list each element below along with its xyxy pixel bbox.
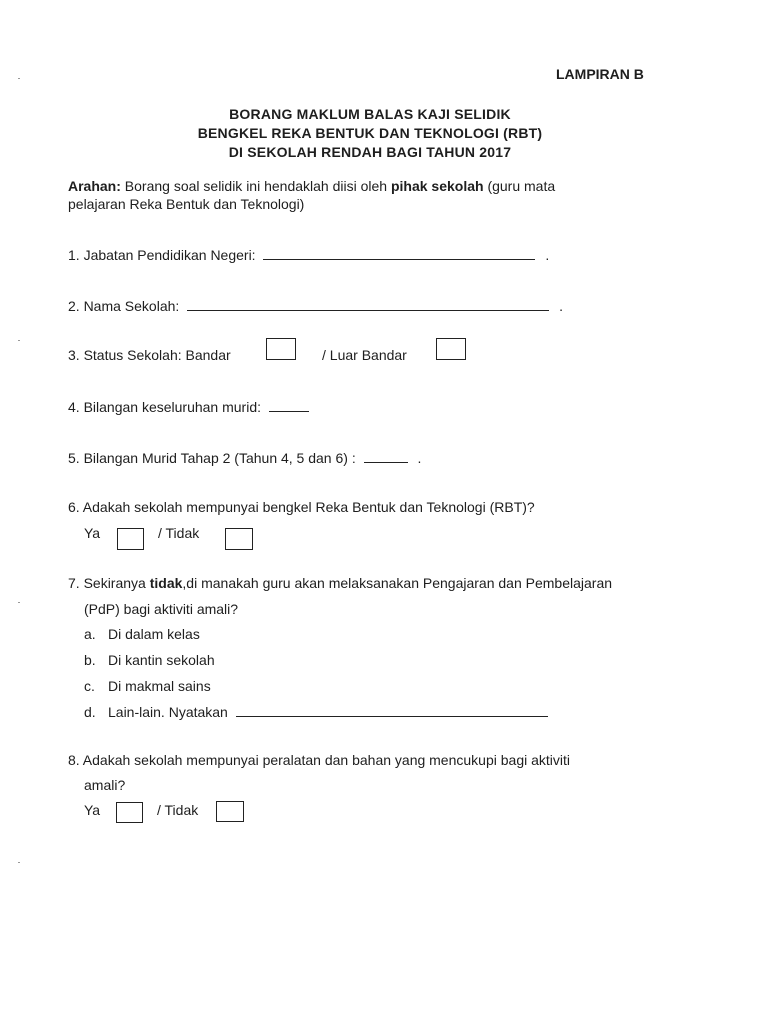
question-6-yes-label: Ya: [84, 525, 101, 541]
form-title-line-2: BENGKEL REKA BENTUK DAN TEKNOLOGI (RBT): [197, 125, 543, 141]
school-name-field[interactable]: [187, 309, 549, 311]
question-8-yes-label: Ya: [84, 802, 101, 818]
rural-checkbox[interactable]: [436, 338, 466, 360]
workshop-yes-checkbox[interactable]: [117, 528, 144, 550]
attachment-label: LAMPIRAN B: [556, 66, 644, 82]
question-5: [68, 450, 421, 466]
question-1-label: 1. Jabatan Pendidikan Negeri:: [68, 247, 256, 263]
instruction-line-2: pelajaran Reka Bentuk dan Teknologi): [68, 196, 305, 212]
option-a[interactable]: [84, 626, 200, 642]
total-students-field[interactable]: [269, 410, 309, 412]
option-d[interactable]: [84, 704, 548, 720]
option-text: Di dalam kelas: [108, 626, 200, 642]
question-2-end: .: [559, 298, 563, 314]
question-2: [68, 298, 563, 314]
margin-mark: [18, 340, 20, 341]
instruction: [68, 178, 555, 194]
question-7-post: ,di manakah guru akan melaksanakan Pengajaran dan Pembelajaran: [182, 575, 613, 591]
question-8-line-2: amali?: [84, 777, 126, 793]
question-4-label: 4. Bilangan keseluruhan murid:: [68, 399, 262, 415]
instruction-label: Arahan:: [68, 178, 121, 194]
question-7-line-2: (PdP) bagi aktiviti amali?: [84, 601, 239, 617]
option-letter: d.: [84, 704, 96, 720]
question-8-no-label: / Tidak: [157, 802, 199, 818]
question-1: [68, 247, 549, 263]
instruction-text-end: (guru mata: [483, 178, 556, 194]
workshop-no-checkbox[interactable]: [225, 528, 253, 550]
equipment-no-checkbox[interactable]: [216, 801, 244, 822]
margin-mark: [18, 602, 20, 603]
question-6-label: 6. Adakah sekolah mempunyai bengkel Reka Bentuk dan Teknologi (RBT)?: [68, 499, 535, 515]
option-text: Lain-lain. Nyatakan: [108, 704, 228, 720]
question-2-label: 2. Nama Sekolah:: [68, 298, 180, 314]
instruction-text: Borang soal selidik ini hendaklah diisi oleh: [120, 178, 391, 194]
margin-mark: [18, 78, 20, 79]
option-text: Di kantin sekolah: [108, 652, 215, 668]
question-7: [68, 575, 612, 591]
question-5-end: .: [417, 450, 422, 466]
form-title-line-3: DI SEKOLAH RENDAH BAGI TAHUN 2017: [228, 144, 512, 160]
level-2-students-field[interactable]: [364, 461, 408, 463]
question-3-alt: / Luar Bandar: [322, 347, 407, 363]
equipment-yes-checkbox[interactable]: [116, 802, 143, 823]
question-3-label: 3. Status Sekolah: Bandar: [68, 347, 231, 363]
margin-mark: [18, 862, 20, 863]
option-letter: a.: [84, 626, 96, 642]
urban-checkbox[interactable]: [266, 338, 296, 360]
question-7-pre: 7. Sekiranya: [68, 575, 150, 591]
question-5-label: 5. Bilangan Murid Tahap 2 (Tahun 4, 5 dan 6) :: [68, 450, 356, 466]
question-8-label: 8. Adakah sekolah mempunyai peralatan dan bahan yang mencukupi bagi aktiviti: [68, 752, 570, 768]
question-7-bold: tidak: [149, 575, 183, 591]
form-title-line-1: BORANG MAKLUM BALAS KAJI SELIDIK: [229, 106, 511, 122]
other-specify-field[interactable]: [236, 715, 548, 717]
instruction-bold: pihak sekolah: [390, 178, 484, 194]
option-letter: b.: [84, 652, 96, 668]
option-b[interactable]: [84, 652, 215, 668]
question-4: [68, 399, 309, 415]
state-education-department-field[interactable]: [263, 258, 535, 260]
question-1-end: .: [545, 247, 550, 263]
option-text: Di makmal sains: [108, 678, 211, 694]
question-6-no-label: / Tidak: [158, 525, 200, 541]
option-letter: c.: [84, 678, 95, 694]
option-c[interactable]: [84, 678, 211, 694]
